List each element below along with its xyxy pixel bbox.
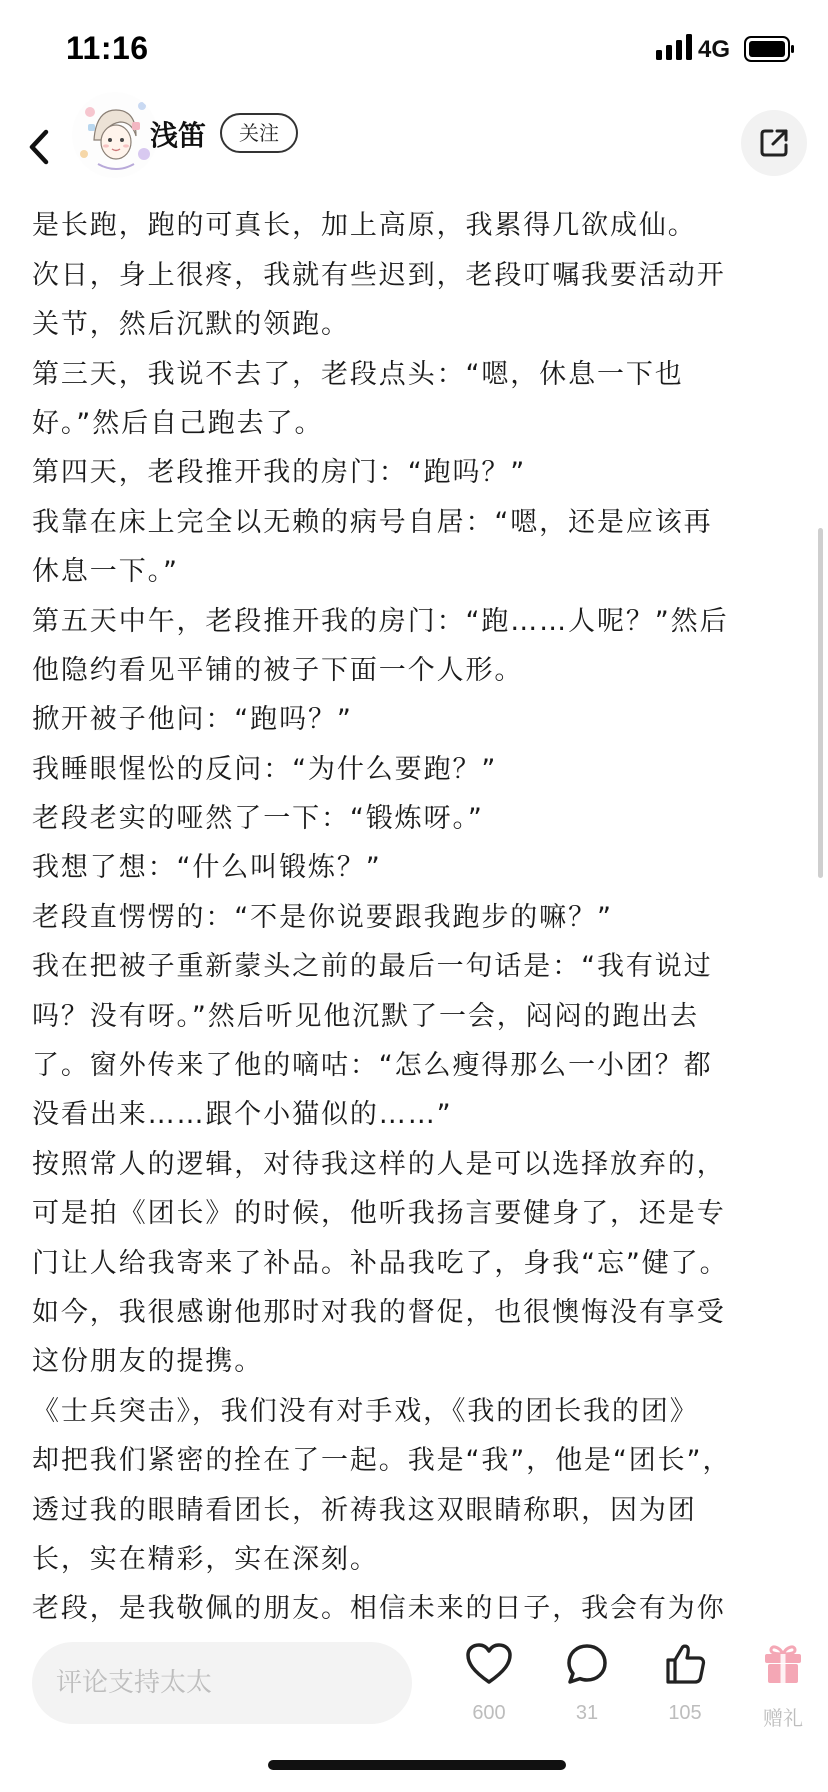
thumbs-up-icon bbox=[663, 1642, 707, 1686]
home-indicator[interactable] bbox=[268, 1760, 566, 1770]
article-line: 按照常人的逻辑，对待我这样的人是可以选择放弃的， bbox=[32, 1148, 726, 1180]
author-name[interactable]: 浅笛 bbox=[150, 119, 207, 152]
author-avatar[interactable] bbox=[72, 92, 158, 178]
gift-button[interactable] bbox=[738, 1642, 828, 1742]
article-body bbox=[0, 156, 828, 1632]
battery-icon bbox=[744, 36, 796, 62]
article-line: 我想了想：“什么叫锻炼？” bbox=[32, 852, 382, 884]
article-line: 我靠在床上完全以无赖的病号自居：“嗯，还是应该再 bbox=[32, 506, 713, 538]
share-button[interactable] bbox=[741, 110, 807, 176]
follow-button[interactable]: 关注 bbox=[220, 113, 298, 153]
network-type-label: 4G bbox=[698, 36, 731, 63]
article-line: 老段，是我敬佩的朋友。相信未来的日子，我会有为你 bbox=[32, 1593, 726, 1625]
scrollbar[interactable] bbox=[818, 528, 823, 878]
article-line: 休息一下。” bbox=[32, 556, 179, 588]
article-line: 好。”然后自己跑去了。 bbox=[32, 407, 324, 439]
article-line: 没看出来……跟个小猫似的……” bbox=[32, 1099, 453, 1131]
back-button[interactable] bbox=[22, 124, 62, 170]
article-line: 第五天中午，老段推开我的房门：“跑……人呢？”然后 bbox=[32, 605, 729, 637]
comment-bubble-icon bbox=[565, 1642, 609, 1686]
article-line: 次日，身上很疼，我就有些迟到，老段叮嘱我要活动开 bbox=[32, 259, 726, 291]
article-line: 我在把被子重新蒙头之前的最后一句话是：“我有说过 bbox=[32, 951, 713, 983]
article-line: 老段直愣愣的：“不是你说要跟我跑步的嘛？” bbox=[32, 901, 613, 933]
article-line: 这份朋友的提携。 bbox=[32, 1346, 264, 1378]
avatar-image bbox=[72, 92, 158, 178]
article-line: 却把我们紧密的拴在了一起。我是“我”，他是“团长”， bbox=[32, 1445, 732, 1477]
like-button[interactable] bbox=[444, 1642, 534, 1742]
article-line: 关节，然后沉默的领跑。 bbox=[32, 309, 350, 341]
comment-button[interactable] bbox=[542, 1642, 632, 1742]
article-line: 第三天，我说不去了，老段点头：“嗯，休息一下也 bbox=[32, 358, 684, 390]
article-line: 透过我的眼睛看团长，祈祷我这双眼睛称职，因为团 bbox=[32, 1494, 697, 1526]
comment-input[interactable] bbox=[32, 1642, 412, 1724]
article-line: 老段老实的哑然了一下：“锻炼呀。” bbox=[32, 803, 484, 835]
status-time: 11:16 bbox=[66, 30, 149, 66]
thumbs-up-button[interactable] bbox=[640, 1642, 730, 1742]
article-line: 第四天，老段推开我的房门：“跑吗？” bbox=[32, 457, 527, 489]
status-bar bbox=[0, 0, 828, 100]
signal-icon bbox=[656, 34, 692, 60]
article-line: 他隐约看见平铺的被子下面一个人形。 bbox=[32, 654, 524, 686]
like-count: 600 bbox=[472, 1702, 506, 1724]
chevron-left-icon bbox=[22, 124, 62, 170]
comment-count: 31 bbox=[575, 1702, 599, 1724]
share-icon bbox=[758, 127, 790, 159]
article-line: 吗？没有呀。”然后听见他沉默了一会，闷闷的跑出去 bbox=[32, 1000, 700, 1032]
article-line: 如今，我很感谢他那时对我的督促，也很懊悔没有享受 bbox=[32, 1296, 726, 1328]
article-line: 了。窗外传来了他的嘀咕：“怎么瘦得那么一小团？都 bbox=[32, 1050, 713, 1082]
article-line: 是长跑，跑的可真长，加上高原，我累得几欲成仙。 bbox=[32, 210, 697, 242]
article-line: 门让人给我寄来了补品。补品我吃了，身我“忘”健了。 bbox=[32, 1247, 729, 1279]
article-line: 《士兵突击》，我们没有对手戏，《我的团长我的团》 bbox=[32, 1395, 699, 1427]
thumbs-up-count: 105 bbox=[668, 1702, 702, 1724]
article-line: 我睡眼惺忪的反问：“为什么要跑？” bbox=[32, 753, 498, 785]
article-line: 掀开被子他问：“跑吗？” bbox=[32, 704, 353, 736]
article-line: 长，实在精彩，实在深刻。 bbox=[32, 1543, 379, 1575]
article-text bbox=[32, 156, 792, 1632]
article-line: 可是拍《团长》的时候，他听我扬言要健身了，还是专 bbox=[32, 1198, 726, 1230]
gift-icon bbox=[761, 1642, 805, 1686]
gift-label: 赠礼 bbox=[763, 1708, 803, 1730]
heart-icon bbox=[465, 1642, 513, 1686]
article-header bbox=[0, 100, 828, 192]
